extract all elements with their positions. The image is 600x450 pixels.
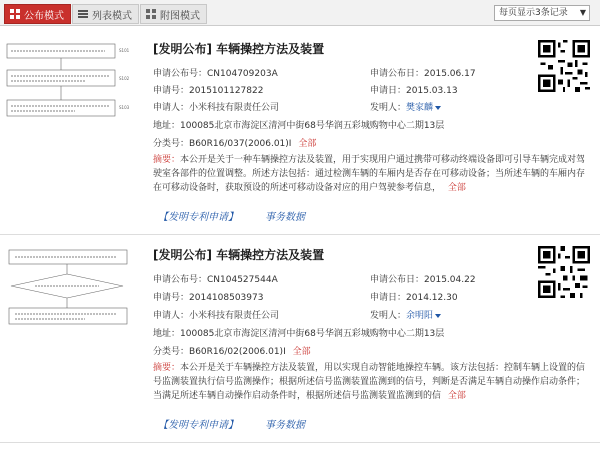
label: 申请人： — [153, 103, 190, 113]
chevron-down-icon[interactable] — [435, 314, 441, 318]
application-number — [153, 290, 263, 303]
tab-label: 附图模式 — [160, 10, 200, 22]
label: 申请日： — [370, 293, 407, 303]
tab-list-mode[interactable] — [72, 4, 139, 24]
label: 申请号： — [153, 293, 190, 303]
tab-publication-mode[interactable] — [4, 4, 71, 24]
list-icon — [77, 8, 89, 20]
publication-date — [370, 66, 476, 79]
application-date — [370, 290, 458, 303]
result-separator — [0, 234, 600, 235]
grid-icon — [9, 8, 21, 20]
chevron-down-icon[interactable] — [435, 106, 441, 110]
classification — [153, 344, 311, 357]
abstract-text: 本公开是关于车辆操控方法及装置，用以实现自动智能地操控车辆。该方法包括：控制车辆上设置的信号监测装置执行信号监测操作；根据所述信号监测装置监测到的信号，判断是否满足车辆自动操作启动条件；当满足所述车辆自动操作启动条件时，根据所述信号监测装置监测到的信 — [153, 363, 586, 401]
value: 100085北京市海淀区清河中街68号华润五彩城购物中心二期13层 — [180, 121, 445, 131]
qr-code — [538, 40, 590, 92]
transaction-data-link[interactable]: 事务数据 — [265, 212, 305, 223]
application-number — [153, 83, 263, 96]
patent-application-link[interactable]: 【发明专利申请】 — [158, 212, 238, 223]
value: B60R16/037(2006.01)I — [189, 139, 292, 149]
patent-application-link[interactable]: 【发明专利申请】 — [158, 420, 238, 431]
result-separator — [0, 442, 600, 443]
value: 小米科技有限责任公司 — [189, 103, 280, 113]
label: 地址： — [153, 329, 181, 339]
label: 分类号： — [153, 347, 190, 357]
abstract — [153, 361, 593, 403]
value: 2014108503973 — [189, 293, 264, 303]
result-title[interactable]: [发明公布] 车辆操控方法及装置 — [153, 248, 325, 262]
publication-date — [370, 272, 476, 285]
chevron-down-icon: ▼ — [579, 8, 586, 17]
inventor-link[interactable]: 樊家麟 — [406, 103, 434, 113]
per-page-value: 每页显示3条记录 — [499, 8, 568, 18]
abstract — [153, 153, 593, 195]
value: CN104709203A — [207, 69, 278, 79]
label: 申请公布号： — [153, 275, 208, 285]
view-mode-toolbar — [0, 0, 600, 26]
svg-text:S101: S101 — [119, 48, 130, 53]
value: 2015.06.17 — [424, 69, 476, 79]
label: 申请号： — [153, 86, 190, 96]
value: 小米科技有限责任公司 — [189, 311, 280, 321]
inventor — [370, 308, 441, 321]
abstract-label: 摘要： — [153, 363, 181, 373]
label: 分类号： — [153, 139, 190, 149]
per-page-select[interactable] — [494, 5, 590, 21]
value: B60R16/02(2006.01)I — [189, 347, 286, 357]
tab-image-mode[interactable] — [140, 4, 207, 24]
value: CN104527544A — [207, 275, 278, 285]
publication-number — [153, 272, 278, 285]
value: 2014.12.30 — [406, 293, 458, 303]
applicant — [153, 100, 279, 113]
classification-all-link[interactable]: 全部 — [298, 139, 317, 149]
abstract-label: 摘要： — [153, 155, 181, 165]
classification-all-link[interactable]: 全部 — [292, 347, 311, 357]
application-date — [370, 83, 458, 96]
classification — [153, 136, 316, 149]
abstract-all-link[interactable]: 全部 — [447, 391, 466, 401]
inventor-link[interactable]: 余明阳 — [406, 311, 434, 321]
label: 申请人： — [153, 311, 190, 321]
label: 发明人： — [370, 311, 407, 321]
address — [153, 118, 444, 131]
value: 100085北京市海淀区清河中街68号华润五彩城购物中心二期13层 — [180, 329, 445, 339]
transaction-data-link[interactable]: 事务数据 — [265, 420, 305, 431]
value: 2015101127822 — [189, 86, 264, 96]
abstract-text: 本公开是关于一种车辆操控方法及装置，用于实现用户通过携带可移动终端设备即可引导车辆完成对驾驶室各部件的位置调整。所述方法包括：通过检测车辆的车厢内是否存在可移动设备；当所述车辆的车厢内存在可移动设备时，获取预设的所述可移动设备对应的用户驾驶参考信息， — [153, 155, 586, 193]
label: 申请公布日： — [370, 275, 425, 285]
tab-label: 列表模式 — [92, 10, 132, 22]
label: 发明人： — [370, 103, 407, 113]
patent-drawing-thumbnail[interactable] — [5, 248, 135, 348]
label: 申请公布日： — [370, 69, 425, 79]
address — [153, 326, 444, 339]
result-title[interactable]: [发明公布] 车辆操控方法及装置 — [153, 42, 325, 56]
inventor — [370, 100, 441, 113]
value: 2015.03.13 — [406, 86, 458, 96]
label: 申请公布号： — [153, 69, 208, 79]
patent-drawing-thumbnail[interactable] — [5, 42, 135, 142]
value: 2015.04.22 — [424, 275, 476, 285]
svg-text:S102: S102 — [119, 76, 130, 81]
tab-label: 公布模式 — [24, 10, 64, 22]
svg-text:S103: S103 — [119, 105, 130, 110]
label: 地址： — [153, 121, 181, 131]
image-grid-icon — [145, 8, 157, 20]
qr-code — [538, 246, 590, 298]
publication-number — [153, 66, 278, 79]
applicant — [153, 308, 279, 321]
abstract-all-link[interactable]: 全部 — [447, 183, 466, 193]
label: 申请日： — [370, 86, 407, 96]
